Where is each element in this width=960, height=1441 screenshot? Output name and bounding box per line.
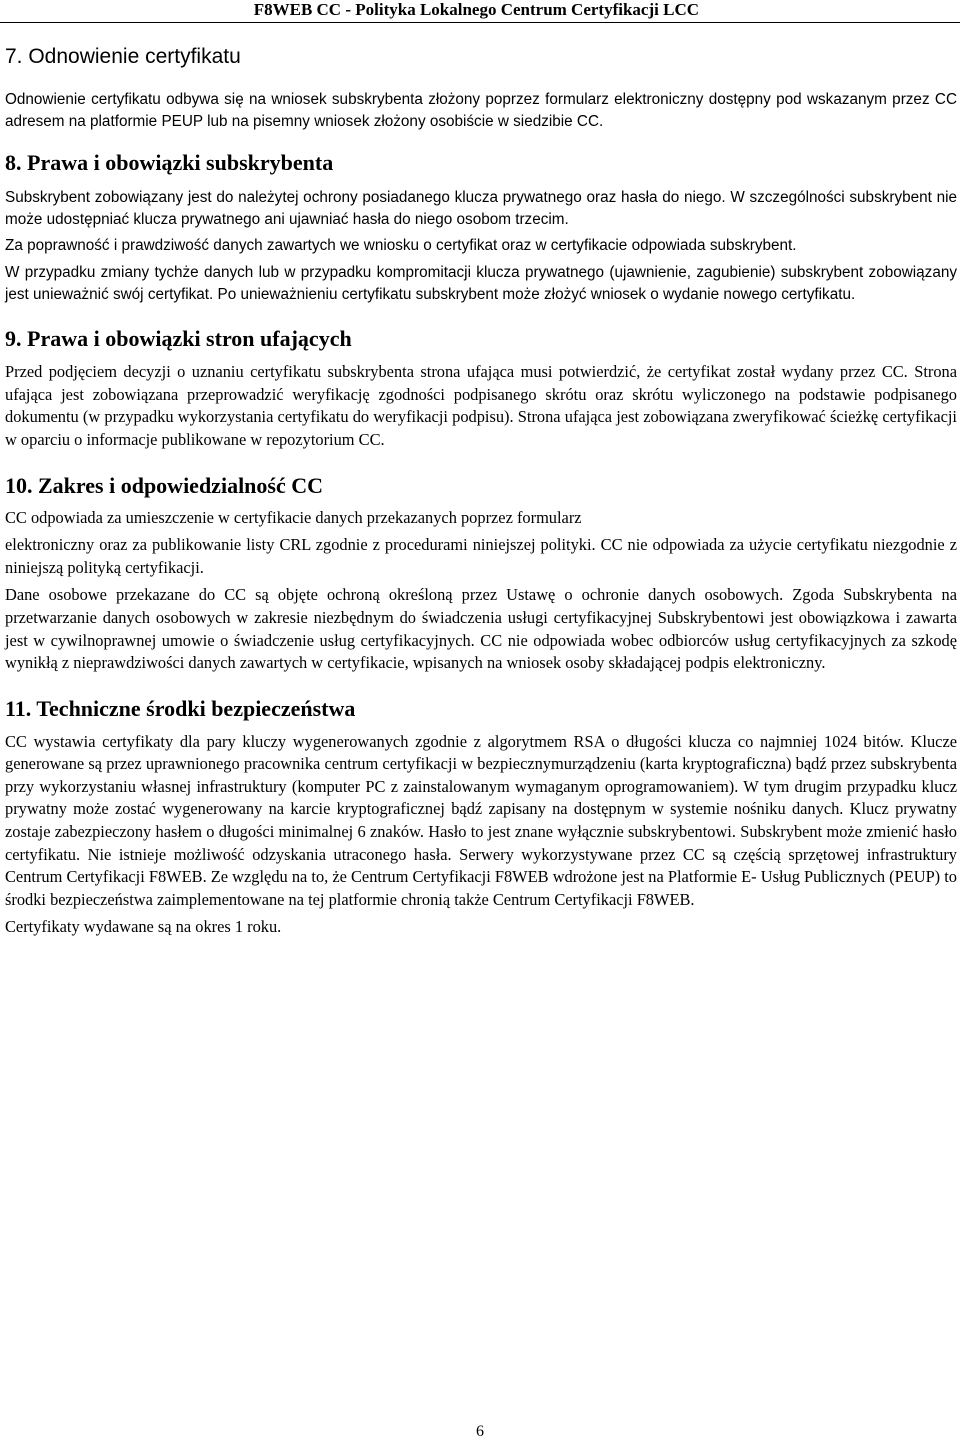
section-heading: 10. Zakres i odpowiedzialność CC	[5, 472, 324, 498]
document-body	[5, 44, 957, 939]
paragraph: Za poprawność i prawdziwość danych zawartych we wniosku o certyfikat oraz w certyfikacie odpowiada subskrybent.	[5, 237, 797, 255]
paragraph: Przed podjęciem decyzji o uznaniu certyfikatu subskrybenta strona ufająca musi potwierdzić, że certyfikat został wydany przez CC. Strona ufająca jest zobowiązana przeprowadzić weryfikację zgodności podpisanego skrótu oraz skrótu wyliczonego na podstawie podpisanego dokumentu (w przypadku wykorzystania certyfikatu do weryfikacji podpisu). Strona ufająca jest zobowiązana zweryfikować ścieżkę certyfikacji w oparciu o informacje publikowane w repozytorium CC.	[5, 362, 957, 449]
paragraph: Subskrybent zobowiązany jest do należytej ochrony posiadanego klucza prywatnego oraz hasła do niego. W szczególności subskrybent nie może udostępniać klucza prywatnego ani ujawniać hasła do niego osobom trzecim.	[5, 189, 957, 228]
paragraph: elektroniczny oraz za publikowanie listy CRL zgodnie z procedurami niniejszej polityki. CC nie odpowiada za użycie certyfikatu niezgodnie z niniejszą polityką certyfikacji.	[5, 535, 957, 577]
paragraph: Odnowienie certyfikatu odbywa się na wniosek subskrybenta złożony poprzez formularz elektroniczny dostępny pod wskazanym przez CC adresem na platformie PEUP lub na pisemny wniosek złożony osobiście w siedzibie CC.	[5, 91, 957, 130]
section-heading: 9. Prawa i obowiązki stron ufających	[5, 326, 352, 352]
page-header	[0, 0, 960, 23]
section-9	[5, 326, 957, 451]
paragraph: Dane osobowe przekazane do CC są objęte ochroną określoną przez Ustawę o ochronie danych osobowych. Zgoda Subskrybenta na przetwarzanie danych osobowych w zakresie niezbędnym do świadczenia usługi certyfikacyjnej Subskrybentowi jest obowiązkowa i zawarta jest w cywilnoprawnej umowie o świadczenie usług certyfikacyjnych. CC nie odpowiada wobec odbiorców usług certyfikacyjnych za szkodę wynikłą z nieprawdziwości danych zawartych w certyfikacie, wpisanych na wniosek osoby składającej podpis elektroniczny.	[5, 585, 957, 673]
section-7	[5, 44, 957, 132]
page-number: 6	[476, 1423, 484, 1440]
section-heading: 11. Techniczne środki bezpieczeństwa	[5, 695, 356, 721]
section-8	[5, 150, 957, 305]
paragraph: CC wystawia certyfikaty dla pary kluczy wygenerowanych zgodnie z algorytmem RSA o długości klucza co najmniej 1024 bitów. Klucze generowane są przez uprawnionego pracownika centrum certyfikacji w bezpiecznymurządzeniu (karta kryptograficzna) bądź przez subskrybenta przy wykorzystaniu własnej infrastruktury (komputer PC z zainstalowanym wymaganym oprogramowaniem). W tym drugim przypadku klucz prywatny może zostać wygenerowany na karcie kryptograficznej bądź zapisany na dostępnym w systemie nośniku danych. Klucz prywatny zostaje zabezpieczony hasłem o długości minimalnej 6 znaków. Hasło to jest znane wyłącznie subskrybentowi. Subskrybent może zmienić hasło certyfikatu. Nie istnieje możliwość odzyskania utraconego hasła. Serwery wykorzystywane przez CC są częścią sprzętowej infrastruktury Centrum Certyfikacji F8WEB. Ze względu na to, że Centrum Certyfikacji F8WEB wdrożone jest na Platformie E- Usług Publicznych (PEUP) to środki bezpieczeństwa zaimplementowane na tej platformie chronią także Centrum Certyfikacji F8WEB.	[5, 731, 957, 909]
paragraph: Certyfikaty wydawane są na okres 1 roku.	[5, 917, 282, 937]
section-heading: 8. Prawa i obowiązki subskrybenta	[5, 150, 334, 176]
paragraph: W przypadku zmiany tychże danych lub w przypadku kompromitacji klucza prywatnego (ujawnienie, zagubienie) subskrybent zobowiązany jest unieważnić swój certyfikat. Po unieważnieniu certyfikatu subskrybent może złożyć wniosek o wydanie nowego certyfikatu.	[5, 263, 957, 303]
section-11	[5, 696, 957, 939]
header-title: F8WEB CC - Polityka Lokalnego Centrum Certyfikacji LCC	[253, 0, 699, 19]
paragraph: CC odpowiada za umieszczenie w certyfikacie danych przekazanych poprzez formularz	[5, 507, 582, 527]
section-heading: 7. Odnowienie certyfikatu	[5, 45, 241, 68]
section-10	[5, 473, 957, 675]
